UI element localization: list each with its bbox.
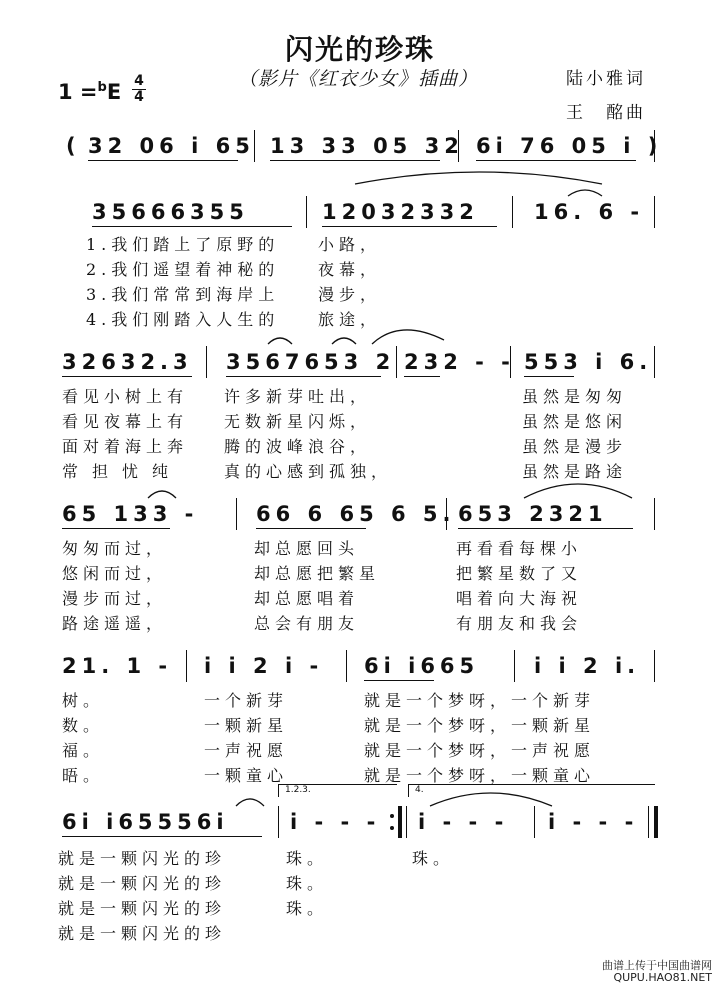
row4-lyric-v4-b: 一颗童心 xyxy=(204,766,289,785)
row4-lyric-v4-c: 就是一个梦呀，一颗童心 xyxy=(364,766,596,785)
key-letter: E xyxy=(106,80,122,104)
row3-lyric-v4-c: 有朋友和我会 xyxy=(456,614,583,633)
tie xyxy=(568,190,602,196)
slur xyxy=(524,484,632,498)
row4-lyric-v1-c: 就是一个梦呀，一个新芽 xyxy=(364,691,596,710)
lyricist-credit: 陆小雅词 xyxy=(566,69,646,89)
row1-lyric-v2-b: 夜幕， xyxy=(318,260,382,279)
row3-lyric-v4-a: 路途遥遥， xyxy=(62,614,168,633)
row2-measure-2: 3567653 2 xyxy=(226,350,396,374)
row3-lyric-v3-a: 漫步而过， xyxy=(62,589,168,608)
row4-lyric-v4-a: 晤。 xyxy=(62,766,105,785)
row4-measure-2: i i 2 i - xyxy=(204,654,324,678)
row3-lyric-v3-b: 却总愿唱着 xyxy=(254,589,360,608)
row5-lyric-v1-a: 就是一颗闪光的珍 xyxy=(58,849,227,868)
row2-lyric-v1-a: 看见小树上有 xyxy=(62,387,189,406)
row2-lyric-v2-c: 虽然是悠闲 xyxy=(522,412,628,431)
row5-lyric-v1-c: 珠。 xyxy=(412,849,455,868)
row3-lyric-v1-c: 再看看每棵小 xyxy=(456,539,583,558)
row3-measure-3: 653 2321 xyxy=(458,502,608,526)
slur xyxy=(430,793,552,806)
row5-measure-2: i - - - xyxy=(290,810,381,834)
row5-lyric-v4-a: 就是一颗闪光的珍 xyxy=(58,924,227,943)
row3-measure-1: 65 133 - xyxy=(62,502,199,526)
row2-lyric-v3-a: 面对着海上奔 xyxy=(62,437,189,456)
row5-lyric-v2-b: 珠。 xyxy=(286,874,329,893)
volta-first-label: 1.2.3. xyxy=(285,785,311,795)
song-subtitle: （影片《红衣少女》插曲） xyxy=(238,68,479,90)
intro-measure-3: 6i 76 05 i ) xyxy=(476,134,663,158)
row4-measure-4: i i 2 i. xyxy=(534,654,641,678)
slur xyxy=(332,338,356,344)
row1-lyric-v2-a: 2.我们遥望着神秘的 xyxy=(86,260,280,279)
volta-second-label: 4. xyxy=(415,785,424,795)
row5-lyric-v3-a: 就是一颗闪光的珍 xyxy=(58,899,227,918)
row1-lyric-v3-a: 3.我们常常到海岸上 xyxy=(86,285,280,304)
row1-measure-3: 16. 6 - xyxy=(534,200,645,224)
watermark-line-2: QUPU.HAO81.NET xyxy=(613,971,712,984)
row2-lyric-v1-b: 许多新芽吐出， xyxy=(224,387,372,406)
meter-top: 4 xyxy=(134,73,144,89)
slur xyxy=(355,172,602,184)
row2-measure-1: 32632.3 xyxy=(62,350,193,374)
row4-lyric-v3-a: 福。 xyxy=(62,741,105,760)
row4-lyric-v2-a: 数。 xyxy=(62,716,105,735)
row3-lyric-v1-b: 却总愿回头 xyxy=(254,539,360,558)
row2-lyric-v3-b: 腾的波峰浪谷， xyxy=(224,437,372,456)
row1-lyric-v1-a: 1.我们踏上了原野的 xyxy=(86,235,280,254)
row5-measure-1: 6i i65556i xyxy=(62,810,229,834)
row4-measure-3: 6i i665 xyxy=(364,654,480,678)
row4-lyric-v3-c: 就是一个梦呀，一声祝愿 xyxy=(364,741,596,760)
row2-lyric-v2-b: 无数新星闪烁， xyxy=(224,412,372,431)
row5-measure-4: i - - - xyxy=(548,810,639,834)
row3-measure-2: 66 6 65 6 5. xyxy=(256,502,456,526)
row4-measure-1: 21. 1 - xyxy=(62,654,173,678)
row5-lyric-v3-b: 珠。 xyxy=(286,899,329,918)
slur xyxy=(372,330,444,344)
row2-lyric-v3-c: 虽然是漫步 xyxy=(522,437,628,456)
row2-lyric-v4-c: 虽然是路途 xyxy=(522,462,628,481)
row2-lyric-v4-b: 真的心感到孤独， xyxy=(224,462,393,481)
key-prefix: 1 = xyxy=(58,80,98,104)
watermark-line-1: 曲谱上传于中国曲谱网 xyxy=(602,959,712,972)
row4-lyric-v1-b: 一个新芽 xyxy=(204,691,289,710)
key-flat: b xyxy=(97,80,107,95)
meter-bottom: 4 xyxy=(134,89,144,105)
row2-lyric-v1-c: 虽然是匆匆 xyxy=(522,387,628,406)
song-title: 闪光的珍珠 xyxy=(284,33,435,66)
row4-lyric-v2-b: 一颗新星 xyxy=(204,716,289,735)
slur xyxy=(268,338,292,344)
row1-lyric-v1-b: 小路， xyxy=(318,235,382,254)
row1-lyric-v4-b: 旅途， xyxy=(318,310,382,329)
row3-lyric-v1-a: 匆匆而过， xyxy=(62,539,168,558)
row4-lyric-v2-c: 就是一个梦呀，一颗新星 xyxy=(364,716,596,735)
row4-lyric-v3-b: 一声祝愿 xyxy=(204,741,289,760)
row3-lyric-v2-c: 把繁星数了又 xyxy=(456,564,583,583)
intro-measure-2: 13 33 05 32 xyxy=(270,134,464,158)
row3-lyric-v2-b: 却总愿把繁星 xyxy=(254,564,381,583)
slur xyxy=(148,491,176,498)
row1-measure-1: 35666355 xyxy=(92,200,249,224)
row1-lyric-v3-b: 漫步， xyxy=(318,285,382,304)
row5-lyric-v1-b: 珠。 xyxy=(286,849,329,868)
row2-lyric-v4-a: 常担忧纯 xyxy=(62,462,183,481)
row2-lyric-v2-a: 看见夜幕上有 xyxy=(62,412,189,431)
row5-lyric-v2-a: 就是一颗闪光的珍 xyxy=(58,874,227,893)
row1-measure-2: 12032332 xyxy=(322,200,479,224)
row3-lyric-v4-b: 总会有朋友 xyxy=(254,614,360,633)
row2-measure-3: 232 - - xyxy=(404,350,515,374)
row4-lyric-v1-a: 树。 xyxy=(62,691,105,710)
slur xyxy=(236,799,264,806)
row2-measure-4: 553 i 6. xyxy=(524,350,653,374)
composer-credit: 王 酩曲 xyxy=(566,103,646,123)
row3-lyric-v3-c: 唱着向大海祝 xyxy=(456,589,583,608)
intro-measure-1: 32 06 i 65 xyxy=(88,134,255,158)
intro-open-paren: ( xyxy=(66,134,81,158)
row5-measure-3: i - - - xyxy=(418,810,509,834)
row1-lyric-v4-a: 4.我们刚踏入人生的 xyxy=(86,310,280,329)
site-watermark xyxy=(602,960,712,984)
row3-lyric-v2-a: 悠闲而过， xyxy=(62,564,168,583)
